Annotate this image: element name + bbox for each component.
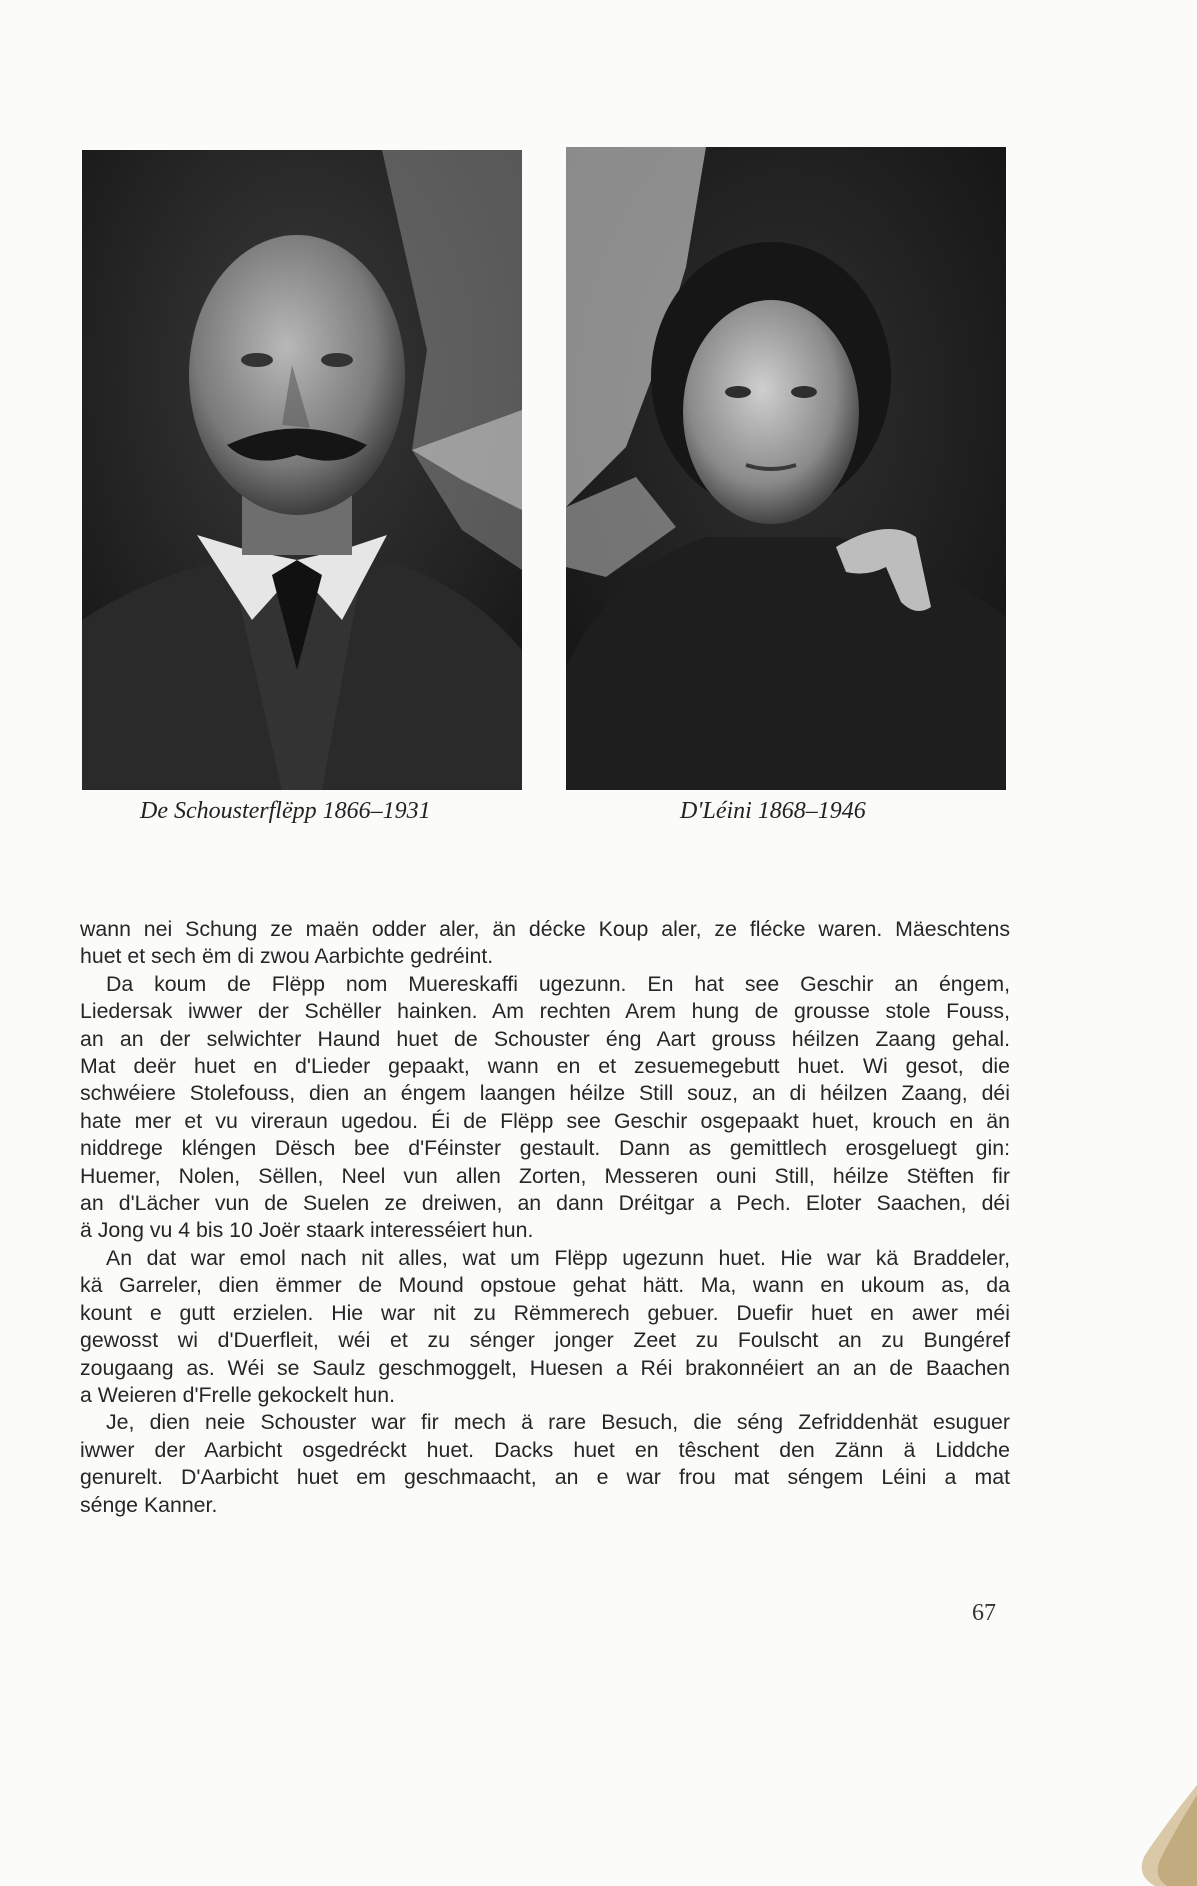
text-line: An dat war emol nach nit alles, wat um Flëpp ugezunn huet. Hie war kä Braddeler, (106, 1245, 1010, 1270)
text-line: niddrege kléngen Dësch bee d'Féinster gestault. Dann as gemittlech erosgeluegt gin: (80, 1136, 1010, 1161)
text-line: an an der selwichter Haund huet de Schouster éng Aart grouss héilzen Zaang gehal. (80, 1026, 1010, 1051)
text-line: hate mer et vu vireraun ugedou. Éi de Flëpp see Geschir osgepaakt huet, krouch en än (80, 1108, 1010, 1133)
paragraph (80, 1409, 1010, 1519)
text-line: a Weieren d'Frelle gekockelt hun. (80, 1382, 396, 1407)
paragraph (80, 971, 1010, 1245)
page-number: 67 (972, 1600, 996, 1626)
text-line: Da koum de Flëpp nom Muereskaffi ugezunn. En hat see Geschir an éngem, (106, 971, 1010, 996)
portrait-woman-image (566, 147, 1006, 790)
text-line: Liedersak iwwer der Schëller hainken. Am rechten Arem hung de grousse stole Fouss, (80, 999, 1010, 1024)
text-line: Mat deër huet en d'Lieder gepaakt, wann en et zesuemegebutt huet. Wi gesot, die (80, 1054, 1010, 1079)
text-line: gewosst wi d'Duerfleit, wéi et zu sénger jonger Zeet zu Foulscht an zu Bungéref (80, 1328, 1010, 1353)
portrait-man-image (82, 150, 522, 790)
text-line: Huemer, Nolen, Sëllen, Neel vun allen Zorten, Messeren ouni Still, héilze Stëften fir (80, 1163, 1010, 1188)
portrait-photo-woman (566, 147, 1006, 790)
portrait-photo-man (82, 150, 522, 790)
photo-caption-right: D'Léini 1868–1946 (680, 798, 866, 824)
paragraph (80, 916, 1010, 971)
paragraph (80, 1245, 1010, 1409)
text-line: kä Garreler, dien ëmmer de Mound opstoue gehat hätt. Ma, wann en ukoum as, da (80, 1273, 1010, 1298)
text-line: kount e gutt erzielen. Hie war nit zu Rëmmerech gebuer. Duefir huet en awer méi (80, 1300, 1010, 1325)
text-line: schwéiere Stolefouss, dien an éngem laangen héilze Still souz, an di héilzen Zaang, déi (80, 1081, 1010, 1106)
page-corner-fold (1125, 1785, 1197, 1886)
text-line: genurelt. D'Aarbicht huet em geschmaacht, an e war frou mat séngem Léini a mat (80, 1465, 1010, 1490)
text-line: zougaang as. Wéi se Saulz geschmoggelt, Huesen a Réi brakonnéiert an an de Baachen (80, 1355, 1010, 1380)
photo-caption-left: De Schousterflëpp 1866–1931 (140, 798, 431, 824)
text-line: an d'Lächer vun de Suelen ze dreiwen, an dann Dréitgar a Pech. Eloter Saachen, déi (80, 1191, 1010, 1216)
text-line: sénge Kanner. (80, 1492, 218, 1517)
body-text (80, 916, 1010, 1519)
text-line: wann nei Schung ze maën odder aler, än décke Koup aler, ze flécke waren. Mäeschtens (80, 917, 1010, 941)
text-line: huet et sech ëm di zwou Aarbichte gedréint. (80, 944, 494, 969)
text-line: Je, dien neie Schouster war fir mech ä rare Besuch, die séng Zefriddenhät esuguer (106, 1410, 1010, 1435)
text-line: ä Jong vu 4 bis 10 Joër staark interesséiert hun. (80, 1218, 534, 1243)
text-line: iwwer der Aarbicht osgedréckt huet. Dacks huet en têschent den Zänn ä Liddche (80, 1437, 1010, 1462)
